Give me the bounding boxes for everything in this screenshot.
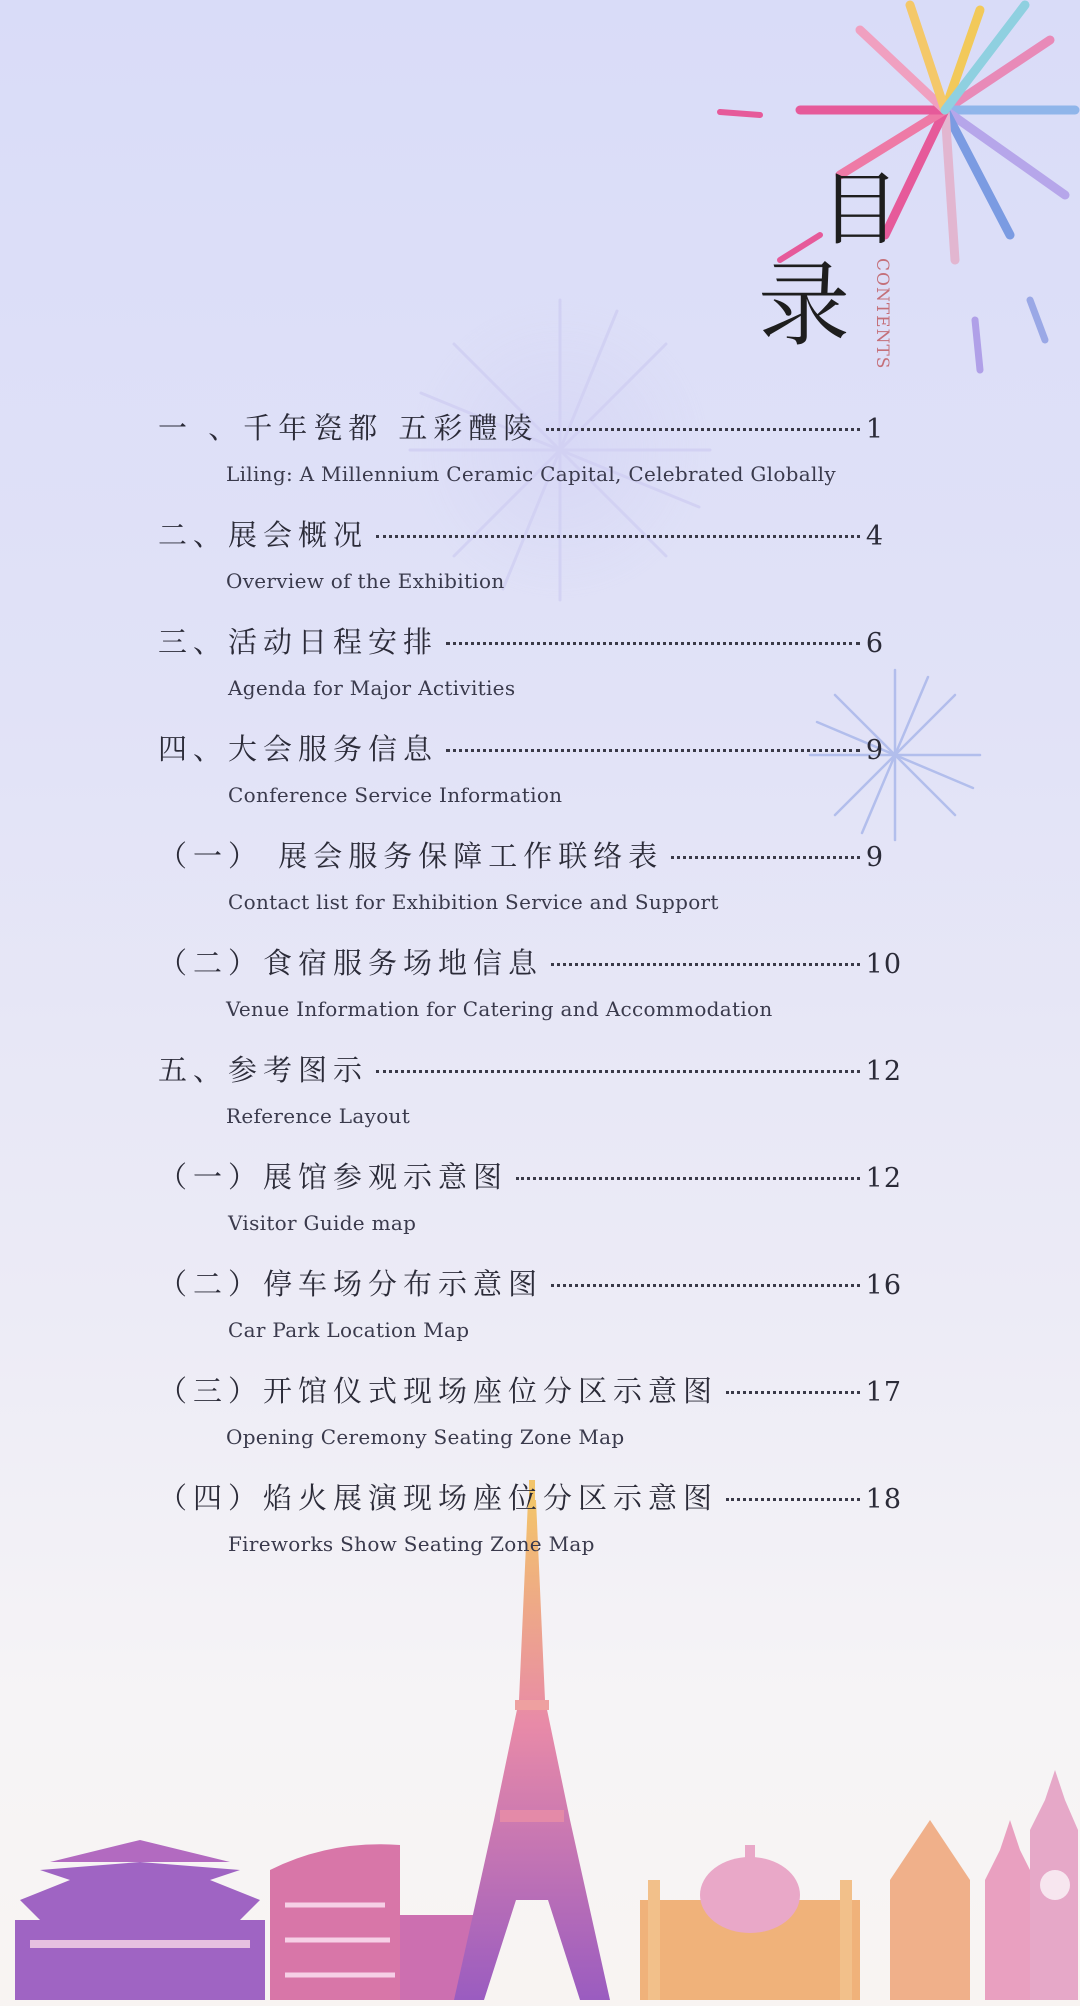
toc-item-title: （一） 展会服务保障工作联络表 bbox=[158, 839, 664, 873]
toc-leader-dots bbox=[446, 642, 860, 645]
toc-leader-dots bbox=[671, 856, 860, 859]
toc-item-subtitle: Venue Information for Catering and Accommodation bbox=[226, 997, 773, 1021]
toc-item-subtitle: Overview of the Exhibition bbox=[226, 569, 505, 593]
toc-item-title: 四、大会服务信息 bbox=[158, 732, 439, 766]
toc-item-4[interactable] bbox=[158, 727, 884, 827]
toc-item-5-3[interactable] bbox=[158, 1369, 902, 1469]
toc-item-title: （二）食宿服务场地信息 bbox=[158, 946, 544, 980]
toc-item-5-4[interactable] bbox=[158, 1476, 902, 1576]
toc-leader-dots bbox=[376, 1070, 860, 1073]
toc-item-subtitle: Contact list for Exhibition Service and Support bbox=[228, 890, 719, 914]
toc-page-number: 1 bbox=[865, 414, 884, 445]
toc-page-number: 9 bbox=[865, 842, 884, 873]
toc-item-5-2[interactable] bbox=[158, 1262, 902, 1362]
toc-leader-dots bbox=[551, 1284, 860, 1287]
toc-leader-dots bbox=[726, 1498, 860, 1501]
toc-item-title: 五、参考图示 bbox=[158, 1053, 369, 1087]
toc-item-4-1[interactable] bbox=[158, 834, 884, 934]
title-char-lu: 录 bbox=[758, 252, 851, 359]
toc-item-subtitle: Conference Service Information bbox=[228, 783, 563, 807]
toc-page-number: 16 bbox=[865, 1270, 902, 1301]
toc-item-subtitle: Opening Ceremony Seating Zone Map bbox=[226, 1425, 625, 1449]
toc-leader-dots bbox=[446, 749, 860, 752]
toc-item-5[interactable] bbox=[158, 1048, 902, 1148]
toc-item-subtitle: Reference Layout bbox=[226, 1104, 411, 1128]
toc-leader-dots bbox=[516, 1177, 860, 1180]
toc-item-5-1[interactable] bbox=[158, 1155, 902, 1255]
toc-item-title: 三、活动日程安排 bbox=[158, 625, 439, 659]
toc-item-subtitle: Visitor Guide map bbox=[228, 1211, 417, 1235]
toc-page-number: 18 bbox=[865, 1484, 902, 1515]
toc-item-title: （四）焰火展演现场座位分区示意图 bbox=[158, 1481, 719, 1515]
toc-item-subtitle: Fireworks Show Seating Zone Map bbox=[228, 1532, 595, 1556]
toc-leader-dots bbox=[376, 535, 860, 538]
toc-item-3[interactable] bbox=[158, 620, 884, 720]
toc-page-number: 12 bbox=[865, 1163, 902, 1194]
toc-page-number: 9 bbox=[865, 735, 884, 766]
toc-item-1[interactable] bbox=[158, 406, 884, 506]
toc-item-title: （二）停车场分布示意图 bbox=[158, 1267, 544, 1301]
toc-item-title: 一 、千年瓷都 五彩醴陵 bbox=[158, 411, 539, 445]
toc-item-subtitle: Liling: A Millennium Ceramic Capital, Celebrated Globally bbox=[226, 462, 836, 486]
toc-page-number: 4 bbox=[865, 521, 884, 552]
toc-leader-dots bbox=[551, 963, 860, 966]
toc-item-subtitle: Agenda for Major Activities bbox=[228, 676, 516, 700]
toc-page-number: 6 bbox=[865, 628, 884, 659]
title-contents-en: CONTENTS bbox=[872, 258, 892, 370]
toc-page-number: 10 bbox=[865, 949, 902, 980]
toc-item-4-2[interactable] bbox=[158, 941, 902, 1041]
title-char-mu: 目 bbox=[820, 163, 900, 256]
contents-title bbox=[700, 160, 900, 390]
toc-item-subtitle: Car Park Location Map bbox=[228, 1318, 470, 1342]
toc-leader-dots bbox=[546, 428, 859, 431]
toc-item-title: （三）开馆仪式现场座位分区示意图 bbox=[158, 1374, 719, 1408]
toc-page-number: 12 bbox=[865, 1056, 902, 1087]
toc-item-2[interactable] bbox=[158, 513, 884, 613]
toc-page-number: 17 bbox=[865, 1377, 902, 1408]
toc-item-title: （一）展馆参观示意图 bbox=[158, 1160, 509, 1194]
toc-item-title: 二、展会概况 bbox=[158, 518, 369, 552]
toc-leader-dots bbox=[726, 1391, 860, 1394]
